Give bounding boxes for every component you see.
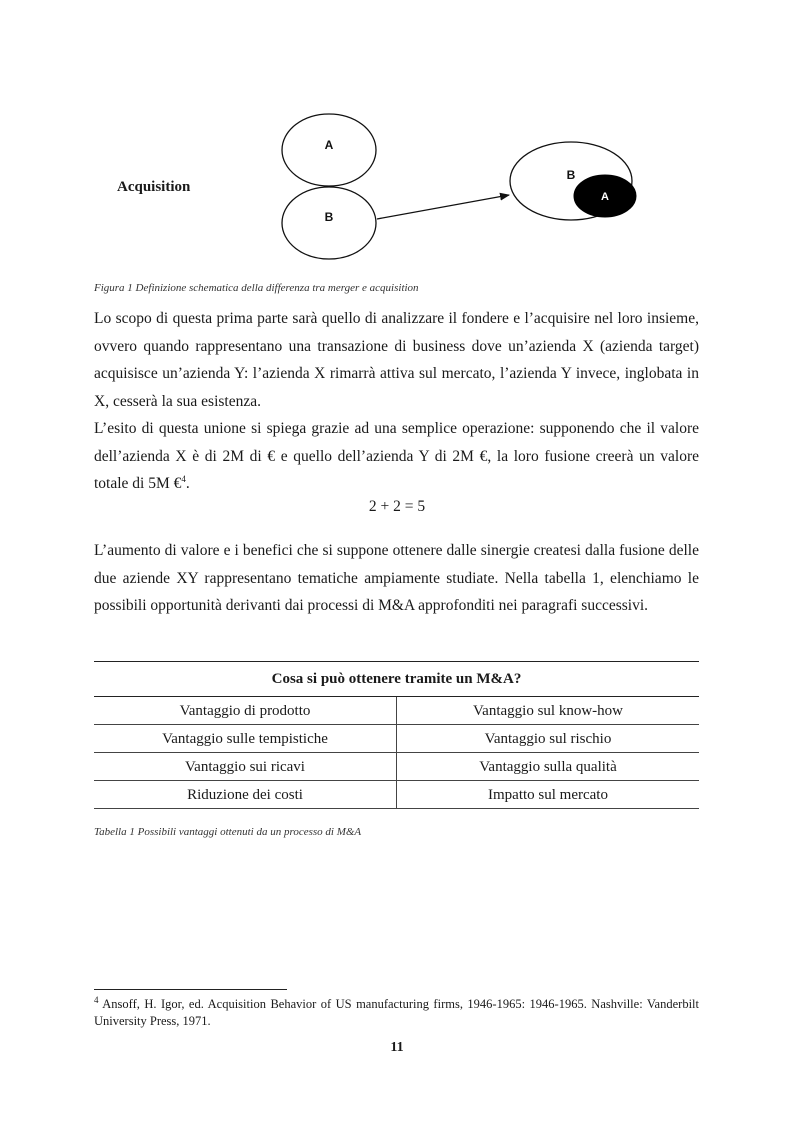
table-header-row <box>94 662 699 697</box>
paragraph-value-end: . <box>185 475 190 492</box>
circle-b-label: B <box>324 210 334 224</box>
table-cell: Vantaggio sui ricavi <box>94 753 397 781</box>
table <box>94 661 699 809</box>
acquisition-diagram <box>0 0 794 280</box>
table-header: Cosa si può ottenere tramite un M&A? <box>94 662 699 697</box>
table-row <box>94 725 699 753</box>
table-cell: Impatto sul mercato <box>397 781 700 809</box>
paragraph-synergies: L’aumento di valore e i benefici che si suppone ottenere dalle sinergie createsi dalla fusione delle due aziende XY rappresentano tematiche ampiamente studiate. Nella tabella 1, elenchiamo le possibili opportunità derivanti dai processi di M&A approfonditi nei paragrafi successivi. <box>94 542 699 614</box>
table-cell: Riduzione dei costi <box>94 781 397 809</box>
paragraph-value <box>94 415 699 498</box>
table-row <box>94 697 699 725</box>
footnote-reference[interactable]: 4 <box>181 473 186 484</box>
merged-a-label: A <box>601 191 609 203</box>
equation: 2 + 2 = 5 <box>368 498 426 515</box>
footnote-number: 4 <box>94 994 99 1005</box>
acquisition-row-label: Acquisition <box>117 179 191 195</box>
footnote <box>94 996 699 1030</box>
diagram-svg <box>0 0 794 280</box>
table-caption: Tabella 1 Possibili vantaggi ottenuti da un processo di M&A <box>94 826 362 838</box>
table-cell: Vantaggio sul rischio <box>397 725 700 753</box>
figure-caption: Figura 1 Definizione schematica della differenza tra merger e acquisition <box>94 282 419 294</box>
benefits-table <box>94 661 699 809</box>
merged-b-label: B <box>566 168 576 182</box>
table-cell: Vantaggio di prodotto <box>94 697 397 725</box>
acquisition-arrow <box>377 195 509 219</box>
paragraph-intro: Lo scopo di questa prima parte sarà quello di analizzare il fondere e l’acquisire nel loro insieme, ovvero quando rappresentano una transazione di business dove un’azienda X (azienda target) acquisisce un’azienda Y: l’azienda X rimarrà attiva sul mercato, l’azienda Y invece, inglobata in X, cesserà la sua esistenza. <box>94 310 699 410</box>
table-cell: Vantaggio sulle tempistiche <box>94 725 397 753</box>
footnote-text: Ansoff, H. Igor, ed. Acquisition Behavior of US manufacturing firms, 1946-1965: 1946-1965. Nashville: Vanderbilt University Press, 1971. <box>94 997 699 1028</box>
table-cell: Vantaggio sul know-how <box>397 697 700 725</box>
table-row <box>94 753 699 781</box>
paragraph-value-text: L’esito di questa unione si spiega grazie ad una semplice operazione: supponendo che il valore dell’azienda X è di 2M di € e quello dell’azienda Y di 2M €, la loro fusione creerà un valore totale di 5M € <box>94 420 699 492</box>
circle-a-label: A <box>324 138 334 152</box>
table-cell: Vantaggio sulla qualità <box>397 753 700 781</box>
footnote-divider <box>94 989 287 990</box>
page-number: 11 <box>390 1040 404 1055</box>
table-row <box>94 781 699 809</box>
